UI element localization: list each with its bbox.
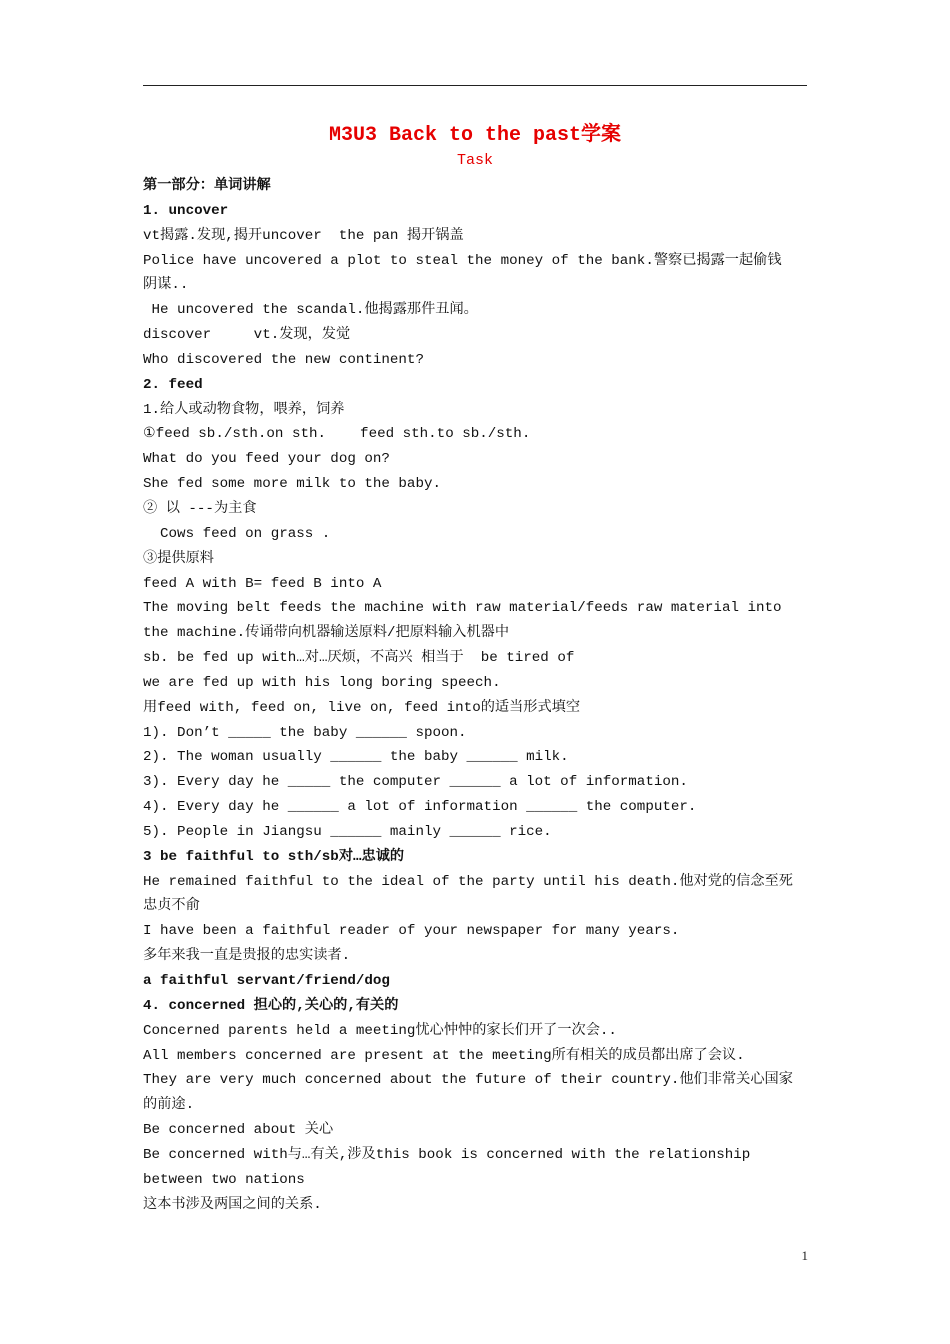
text-line: discover vt.发现，发觉 xyxy=(143,327,351,344)
text-line: Be concerned with与…有关,涉及this book is concerned with the relationship xyxy=(143,1146,751,1163)
text-line: 第一部分：单词讲解 xyxy=(143,178,271,194)
text-line: 1). Don’t _____ the baby ______ spoon. xyxy=(143,724,467,741)
text-line: All members concerned are present at the meeting所有相关的成员都出席了会议. xyxy=(143,1047,745,1064)
text-line: 4). Every day he ______ a lot of information ______ the computer. xyxy=(143,799,697,816)
text-line: Cows feed on grass . xyxy=(143,525,331,542)
text-line: between two nations xyxy=(143,1171,305,1188)
text-line: sb. be fed up with…对…厌烦，不高兴 相当于 be tired of xyxy=(143,650,575,667)
text-line: 阴谋.. xyxy=(143,277,189,294)
document-body xyxy=(143,174,813,1217)
text-line: He remained faithful to the ideal of the party until his death.他对党的信念至死 xyxy=(143,873,793,890)
text-line: we are fed up with his long boring speech. xyxy=(143,674,501,691)
text-line: 1.给人或动物食物，喂养，饲养 xyxy=(143,401,345,418)
text-line: feed A with B= feed B into A xyxy=(143,575,382,592)
text-line: 2. feed xyxy=(143,376,203,393)
text-line: 3). Every day he _____ the computer ______ a lot of information. xyxy=(143,774,688,791)
page-number: 1 xyxy=(801,1248,808,1263)
text-line: Police have uncovered a plot to steal the money of the bank.警察已揭露一起偷钱 xyxy=(143,252,782,269)
header-rule xyxy=(143,85,807,86)
text-line: vt揭露.发现,揭开uncover the pan 揭开锅盖 xyxy=(143,227,464,244)
text-line: ② 以 ---为主食 xyxy=(143,500,257,517)
text-line: 的前途. xyxy=(143,1097,195,1114)
text-line: 用feed with, feed on, live on, feed into的适当形式填空 xyxy=(143,699,581,716)
text-line: 多年来我一直是贵报的忠实读者. xyxy=(143,948,351,965)
text-line: a faithful servant/friend/dog xyxy=(143,973,390,989)
page-subtitle: Task xyxy=(456,152,493,169)
text-line: ③提供原料 xyxy=(143,550,214,567)
text-line: ①feed sb./sth.on sth. feed sth.to sb./sth. xyxy=(143,426,531,443)
text-line: the machine.传诵带向机器输送原料/把原料输入机器中 xyxy=(143,625,510,642)
text-line: I have been a faithful reader of your newspaper for many years. xyxy=(143,923,680,940)
text-line: Be concerned about 关心 xyxy=(143,1122,334,1139)
text-line: She fed some more milk to the baby. xyxy=(143,476,441,493)
text-line: The moving belt feeds the machine with raw material/feeds raw material into xyxy=(143,600,782,617)
text-line: 这本书涉及两国之间的关系. xyxy=(143,1196,322,1213)
text-line: 2). The woman usually ______ the baby ______ milk. xyxy=(143,749,569,766)
text-line: 1. uncover xyxy=(143,202,229,219)
text-line: Who discovered the new continent? xyxy=(143,351,424,368)
text-line: 忠贞不俞 xyxy=(143,898,200,915)
text-line: 5). People in Jiangsu ______ mainly ______ rice. xyxy=(143,823,552,840)
page-title: M3U3 Back to the past学案 xyxy=(328,124,622,147)
text-line: 4. concerned 担心的,关心的,有关的 xyxy=(143,997,399,1014)
text-line: They are very much concerned about the future of their country.他们非常关心国家 xyxy=(143,1072,793,1089)
text-line: He uncovered the scandal.他揭露那件丑闻。 xyxy=(143,302,478,319)
text-line: 3 be faithful to sth/sb对…忠诚的 xyxy=(143,848,405,865)
text-line: Concerned parents held a meeting忧心忡忡的家长们开了一次会.. xyxy=(143,1022,617,1039)
text-line: What do you feed your dog on? xyxy=(143,451,390,468)
